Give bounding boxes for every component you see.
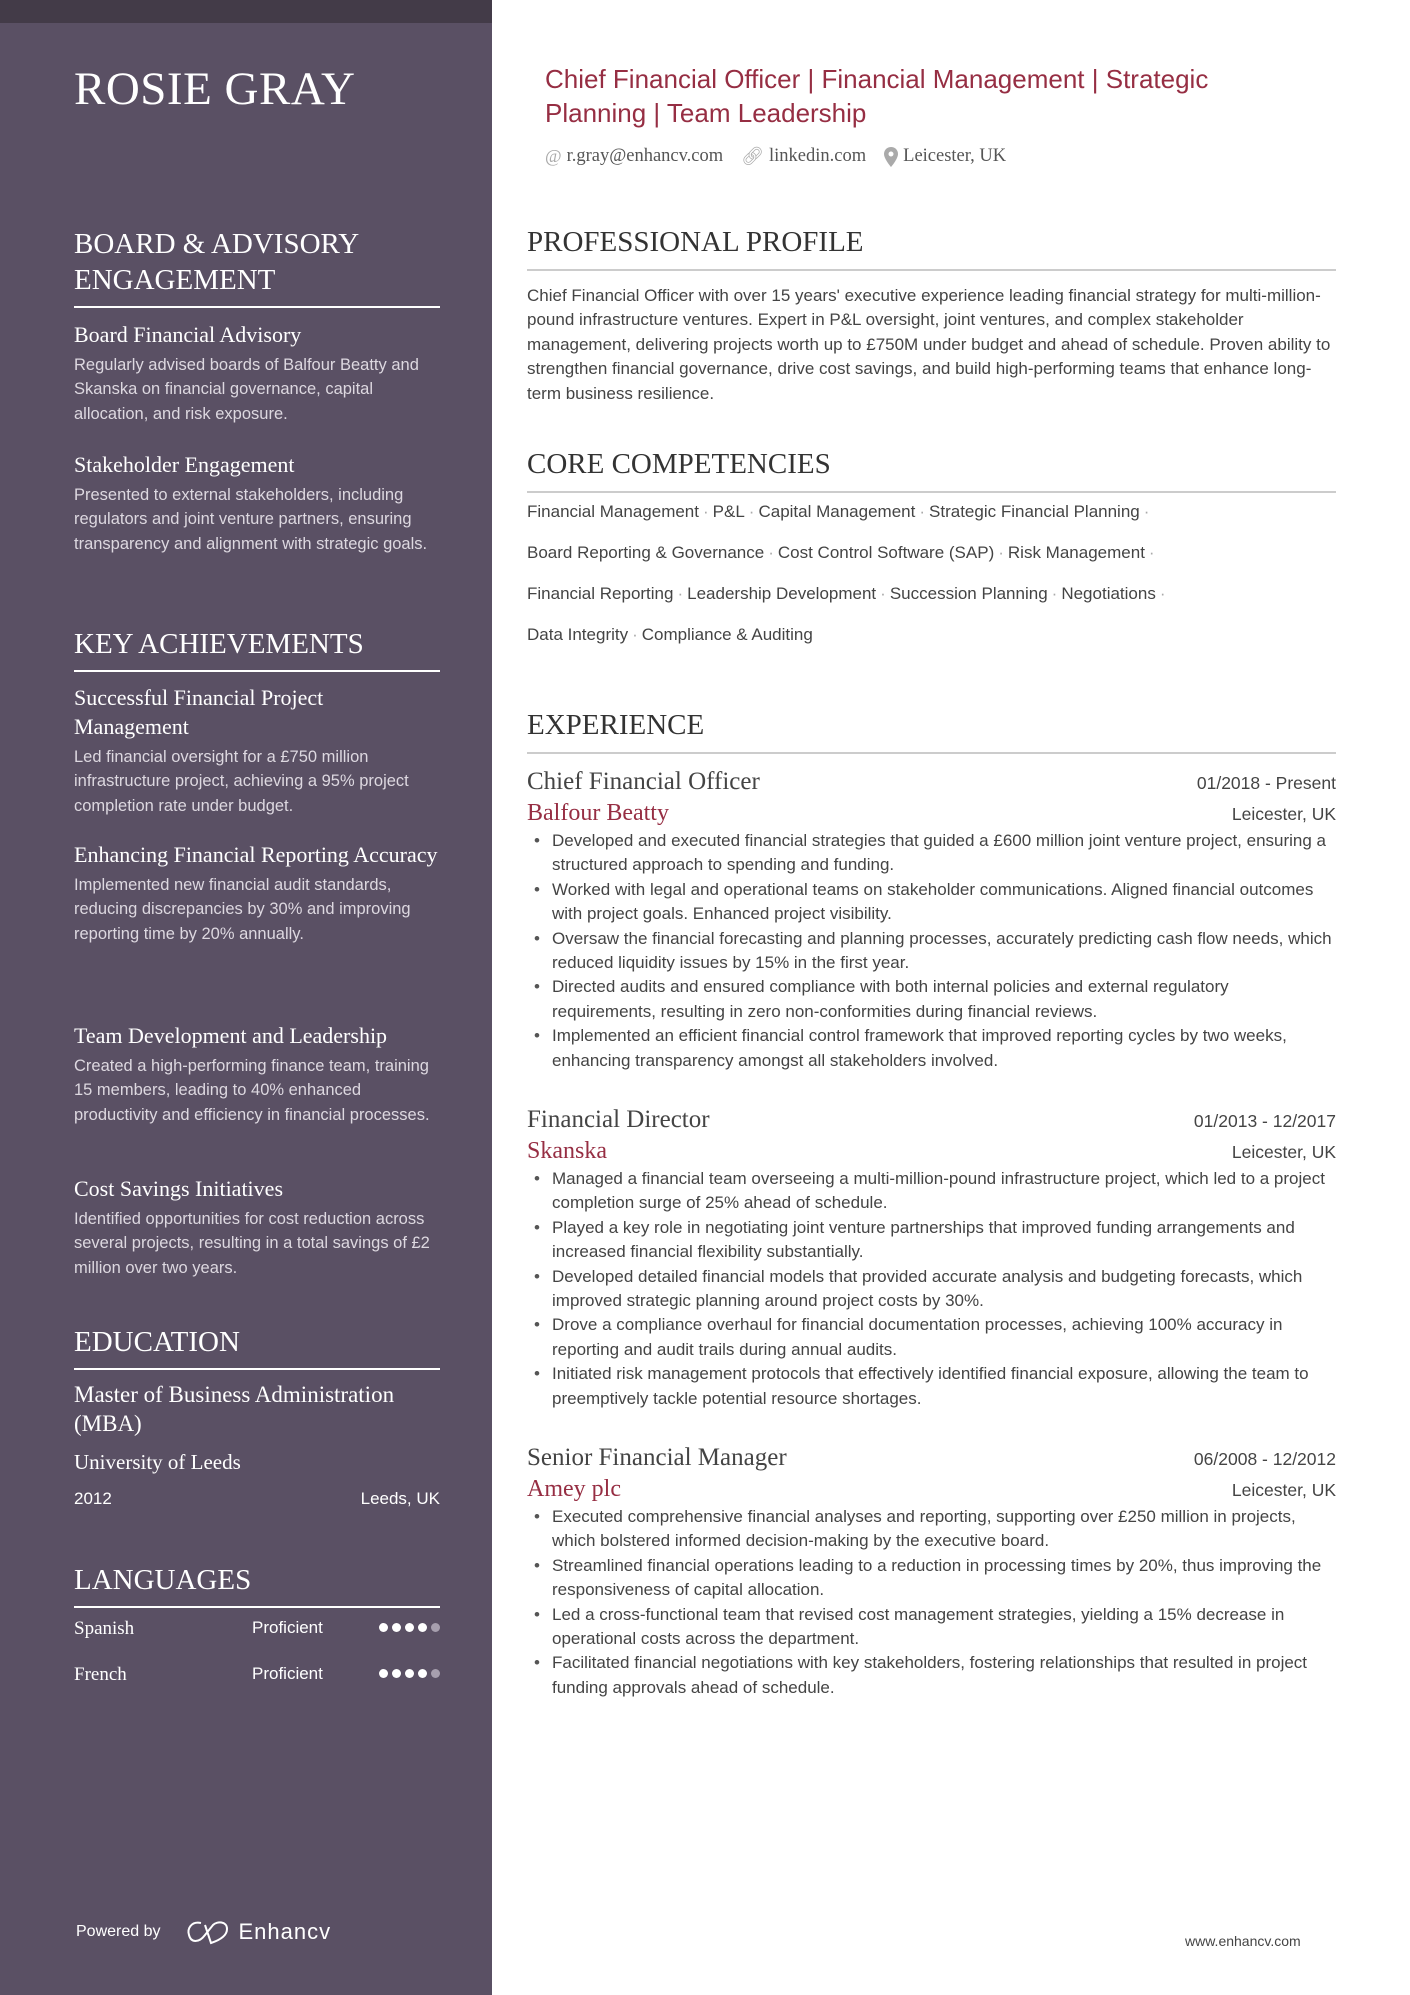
- separator-dot: ·: [702, 502, 709, 521]
- location-pin-icon: [884, 147, 898, 167]
- languages-heading: LANGUAGES: [74, 1562, 440, 1608]
- job-bullets: [527, 1505, 1336, 1700]
- competency-item: Succession Planning: [889, 584, 1048, 603]
- separator-dot: ·: [748, 502, 755, 521]
- job-location: Leicester, UK: [1231, 1480, 1336, 1500]
- at-icon: @: [545, 146, 562, 166]
- item-desc: Presented to external stakeholders, including regulators and joint venture partners, ensuring transparency and alignment with strategic goals.: [74, 486, 428, 553]
- job-bullets: [527, 829, 1336, 1073]
- powered-by: [76, 1919, 331, 1945]
- separator-dot: ·: [919, 502, 926, 521]
- bullet-item: • Oversaw the financial forecasting and planning processes, accurately predicting cash flow needs, which reduced liquidity issues by 15% in the first year.: [527, 927, 1336, 976]
- language-name: Spanish: [74, 1618, 135, 1639]
- education-heading: EDUCATION: [74, 1324, 440, 1370]
- job-dates: 06/2008 - 12/2012: [1193, 1449, 1336, 1469]
- item-desc: Regularly advised boards of Balfour Beatty and Skanska on financial governance, capital allocation, and risk exposure.: [74, 356, 419, 423]
- board-heading: BOARD & ADVISORY ENGAGEMENT: [74, 226, 440, 308]
- footer-url[interactable]: www.enhancv.com: [1185, 1933, 1301, 1949]
- competency-item: Financial Reporting: [527, 584, 674, 603]
- competencies-heading: CORE COMPETENCIES: [527, 448, 1336, 493]
- link-icon: 🔗︎: [741, 146, 765, 166]
- contact-email[interactable]: [545, 146, 723, 167]
- competency-item: Risk Management: [1007, 543, 1145, 562]
- rating-dot-filled: [418, 1669, 427, 1678]
- separator-dot: ·: [998, 543, 1004, 562]
- separator-dot: ·: [880, 584, 886, 603]
- rating-dot-filled: [405, 1623, 414, 1632]
- education-item: [74, 1380, 440, 1509]
- bullet-item: • Developed detailed financial models that provided accurate analysis and budgeting forecasts, which improved strategic planning around project costs by 30%.: [527, 1265, 1336, 1314]
- bullet-item: • Facilitated financial negotiations with key stakeholders, fostering relationships that resulted in project funding approvals ahead of schedule.: [527, 1651, 1336, 1700]
- competency-item: Cost Control Software (SAP): [777, 543, 995, 562]
- rating-dot-empty: [431, 1623, 440, 1632]
- competency-item: Strategic Financial Planning: [929, 502, 1140, 521]
- item-title: Team Development and Leadership: [74, 1023, 388, 1048]
- bullet-item: • Managed a financial team overseeing a multi-million-pound infrastructure project, which led to a project completion surge of 25% ahead of schedule.: [527, 1167, 1336, 1216]
- competency-row: [527, 584, 1347, 625]
- language-item: [74, 1618, 440, 1648]
- job-bullets: [527, 1167, 1336, 1411]
- job-title: Financial Director: [527, 1106, 710, 1133]
- competency-row: [527, 543, 1347, 584]
- contact-link[interactable]: [741, 146, 866, 167]
- job-dates: 01/2013 - 12/2017: [1193, 1111, 1336, 1131]
- separator-dot: ·: [1051, 584, 1058, 603]
- job-dates: 01/2018 - Present: [1196, 773, 1336, 793]
- language-name: French: [74, 1664, 127, 1685]
- achievement-item: [74, 840, 440, 946]
- company-name: Skanska: [527, 1138, 607, 1164]
- bullet-item: • Worked with legal and operational teams on stakeholder communications. Aligned financial outcomes with project goals. Enhanced project visibility.: [527, 878, 1336, 927]
- separator-dot: ·: [677, 584, 684, 603]
- contact-location: [884, 146, 1006, 167]
- bullet-item: • Drove a compliance overhaul for financial documentation processes, achieving 100% accuracy in reporting and audit trails during annual audits.: [527, 1313, 1336, 1362]
- separator-dot: ·: [1143, 502, 1150, 521]
- item-desc: Implemented new financial audit standards, reducing discrepancies by 30% and improving reporting time by 20% annually.: [74, 876, 411, 943]
- competency-row: [527, 502, 1347, 543]
- bullet-item: • Led a cross-functional team that revised cost management strategies, yielding a 15% decrease in operational costs across the department.: [527, 1603, 1336, 1652]
- item-title: Board Financial Advisory: [74, 322, 302, 347]
- item-desc: Identified opportunities for cost reduction across several projects, resulting in a total savings of £2 million over two years.: [74, 1210, 430, 1277]
- rating-dot-filled: [379, 1669, 388, 1678]
- achievements-heading: KEY ACHIEVEMENTS: [74, 626, 440, 672]
- bullet-item: • Executed comprehensive financial analyses and reporting, supporting over £250 million in projects, which bolstered informed decision-making by the executive board.: [527, 1505, 1336, 1554]
- board-item: [74, 320, 440, 426]
- school: University of Leeds: [74, 1450, 241, 1474]
- competency-item: Data Integrity: [527, 625, 629, 644]
- location-text: Leicester, UK: [903, 146, 1007, 166]
- bullet-item: • Played a key role in negotiating joint venture partnerships that improved funding arrangements and increased financial flexibility substantially.: [527, 1216, 1336, 1265]
- brand-name: Enhancv: [238, 1919, 332, 1944]
- bullet-item: • Streamlined financial operations leading to a reduction in processing times by 20%, thus improving the responsiveness of capital allocation.: [527, 1554, 1336, 1603]
- rating-dot-filled: [392, 1669, 401, 1678]
- separator-dot: ·: [768, 543, 774, 562]
- bullet-item: • Directed audits and ensured compliance with both internal policies and external regulatory requirements, resulting in zero non-conformities during financial reviews.: [527, 975, 1336, 1024]
- rating-dot-empty: [431, 1669, 440, 1678]
- job-location: Leicester, UK: [1231, 804, 1336, 824]
- job-entry: [527, 1106, 1336, 1411]
- top-band: [0, 0, 492, 23]
- achievement-item: [74, 683, 440, 818]
- rating-dot-filled: [392, 1623, 401, 1632]
- contact-bar: [545, 146, 1006, 167]
- board-item: [74, 450, 440, 556]
- competency-item: Board Reporting & Governance: [527, 543, 765, 562]
- enhancv-logo[interactable]: [185, 1919, 332, 1945]
- separator-dot: ·: [1148, 543, 1155, 562]
- item-title: Enhancing Financial Reporting Accuracy: [74, 842, 438, 867]
- job-entry: [527, 1444, 1336, 1700]
- experience-heading: EXPERIENCE: [527, 709, 1336, 754]
- language-level: Proficient: [252, 1618, 323, 1637]
- rating-dots: [379, 1623, 440, 1632]
- rating-dot-filled: [418, 1623, 427, 1632]
- headline: Chief Financial Officer | Financial Management | Strategic Planning | Team Leadership: [545, 64, 1209, 128]
- degree: Master of Business Administration (MBA): [74, 1382, 395, 1436]
- edu-location: Leeds, UK: [360, 1489, 440, 1508]
- competency-item: Financial Management: [527, 502, 699, 521]
- item-title: Stakeholder Engagement: [74, 452, 295, 477]
- rating-dots: [379, 1669, 440, 1678]
- sidebar: [0, 0, 492, 1995]
- rating-dot-filled: [379, 1623, 388, 1632]
- candidate-name: ROSIE GRAY: [74, 63, 356, 115]
- profile-text: Chief Financial Officer with over 15 years' executive experience leading financial strategy for multi-million-pound infrastructure ventures. Expert in P&L oversight, joint ventures, and complex stakeholder management, delivering projects worth up to £750M under budget and ahead of schedule. Proven ability to strengthen financial governance, drive cost savings, and build high-performing teams that enhance long-term business resilience.: [527, 286, 1331, 403]
- enhancv-logo-icon: [185, 1919, 231, 1945]
- job-entry: [527, 768, 1336, 1073]
- profile-heading: PROFESSIONAL PROFILE: [527, 226, 1336, 271]
- edu-year: 2012: [74, 1489, 112, 1508]
- bullet-item: • Implemented an efficient financial control framework that improved reporting cycles by two weeks, enhancing transparency amongst all stakeholders involved.: [527, 1024, 1336, 1073]
- competency-item: Compliance & Auditing: [641, 625, 813, 644]
- link-text: linkedin.com: [769, 146, 867, 166]
- competency-item: P&L: [712, 502, 745, 521]
- separator-dot: ·: [1159, 584, 1166, 603]
- item-desc: Led financial oversight for a £750 million infrastructure project, achieving a 95% project completion rate under budget.: [74, 748, 409, 815]
- item-desc: Created a high-performing finance team, training 15 members, leading to 40% enhanced productivity and efficiency in financial processes.: [74, 1057, 430, 1124]
- achievement-item: [74, 1021, 440, 1127]
- competency-item: Leadership Development: [687, 584, 877, 603]
- language-level: Proficient: [252, 1664, 323, 1683]
- competency-item: Capital Management: [758, 502, 916, 521]
- company-name: Balfour Beatty: [527, 800, 669, 826]
- item-title: Successful Financial Project Management: [74, 685, 324, 739]
- rating-dot-filled: [405, 1669, 414, 1678]
- bullet-item: • Initiated risk management protocols that effectively identified financial exposure, allowing the team to preemptively tackle potential resource shortages.: [527, 1362, 1336, 1411]
- email-text: r.gray@enhancv.com: [566, 146, 724, 166]
- separator-dot: ·: [632, 625, 638, 644]
- job-title: Chief Financial Officer: [527, 768, 760, 795]
- competencies-list: [527, 502, 1347, 666]
- language-item: [74, 1664, 440, 1694]
- item-title: Cost Savings Initiatives: [74, 1176, 283, 1201]
- competency-item: Negotiations: [1061, 584, 1156, 603]
- powered-by-label: Powered by: [76, 1923, 161, 1940]
- job-title: Senior Financial Manager: [527, 1444, 787, 1471]
- achievement-item: [74, 1174, 440, 1280]
- bullet-item: • Developed and executed financial strategies that guided a £600 million joint venture project, ensuring a structured approach to spending and funding.: [527, 829, 1336, 878]
- competency-row: [527, 625, 1347, 666]
- job-location: Leicester, UK: [1231, 1142, 1336, 1162]
- company-name: Amey plc: [527, 1476, 621, 1502]
